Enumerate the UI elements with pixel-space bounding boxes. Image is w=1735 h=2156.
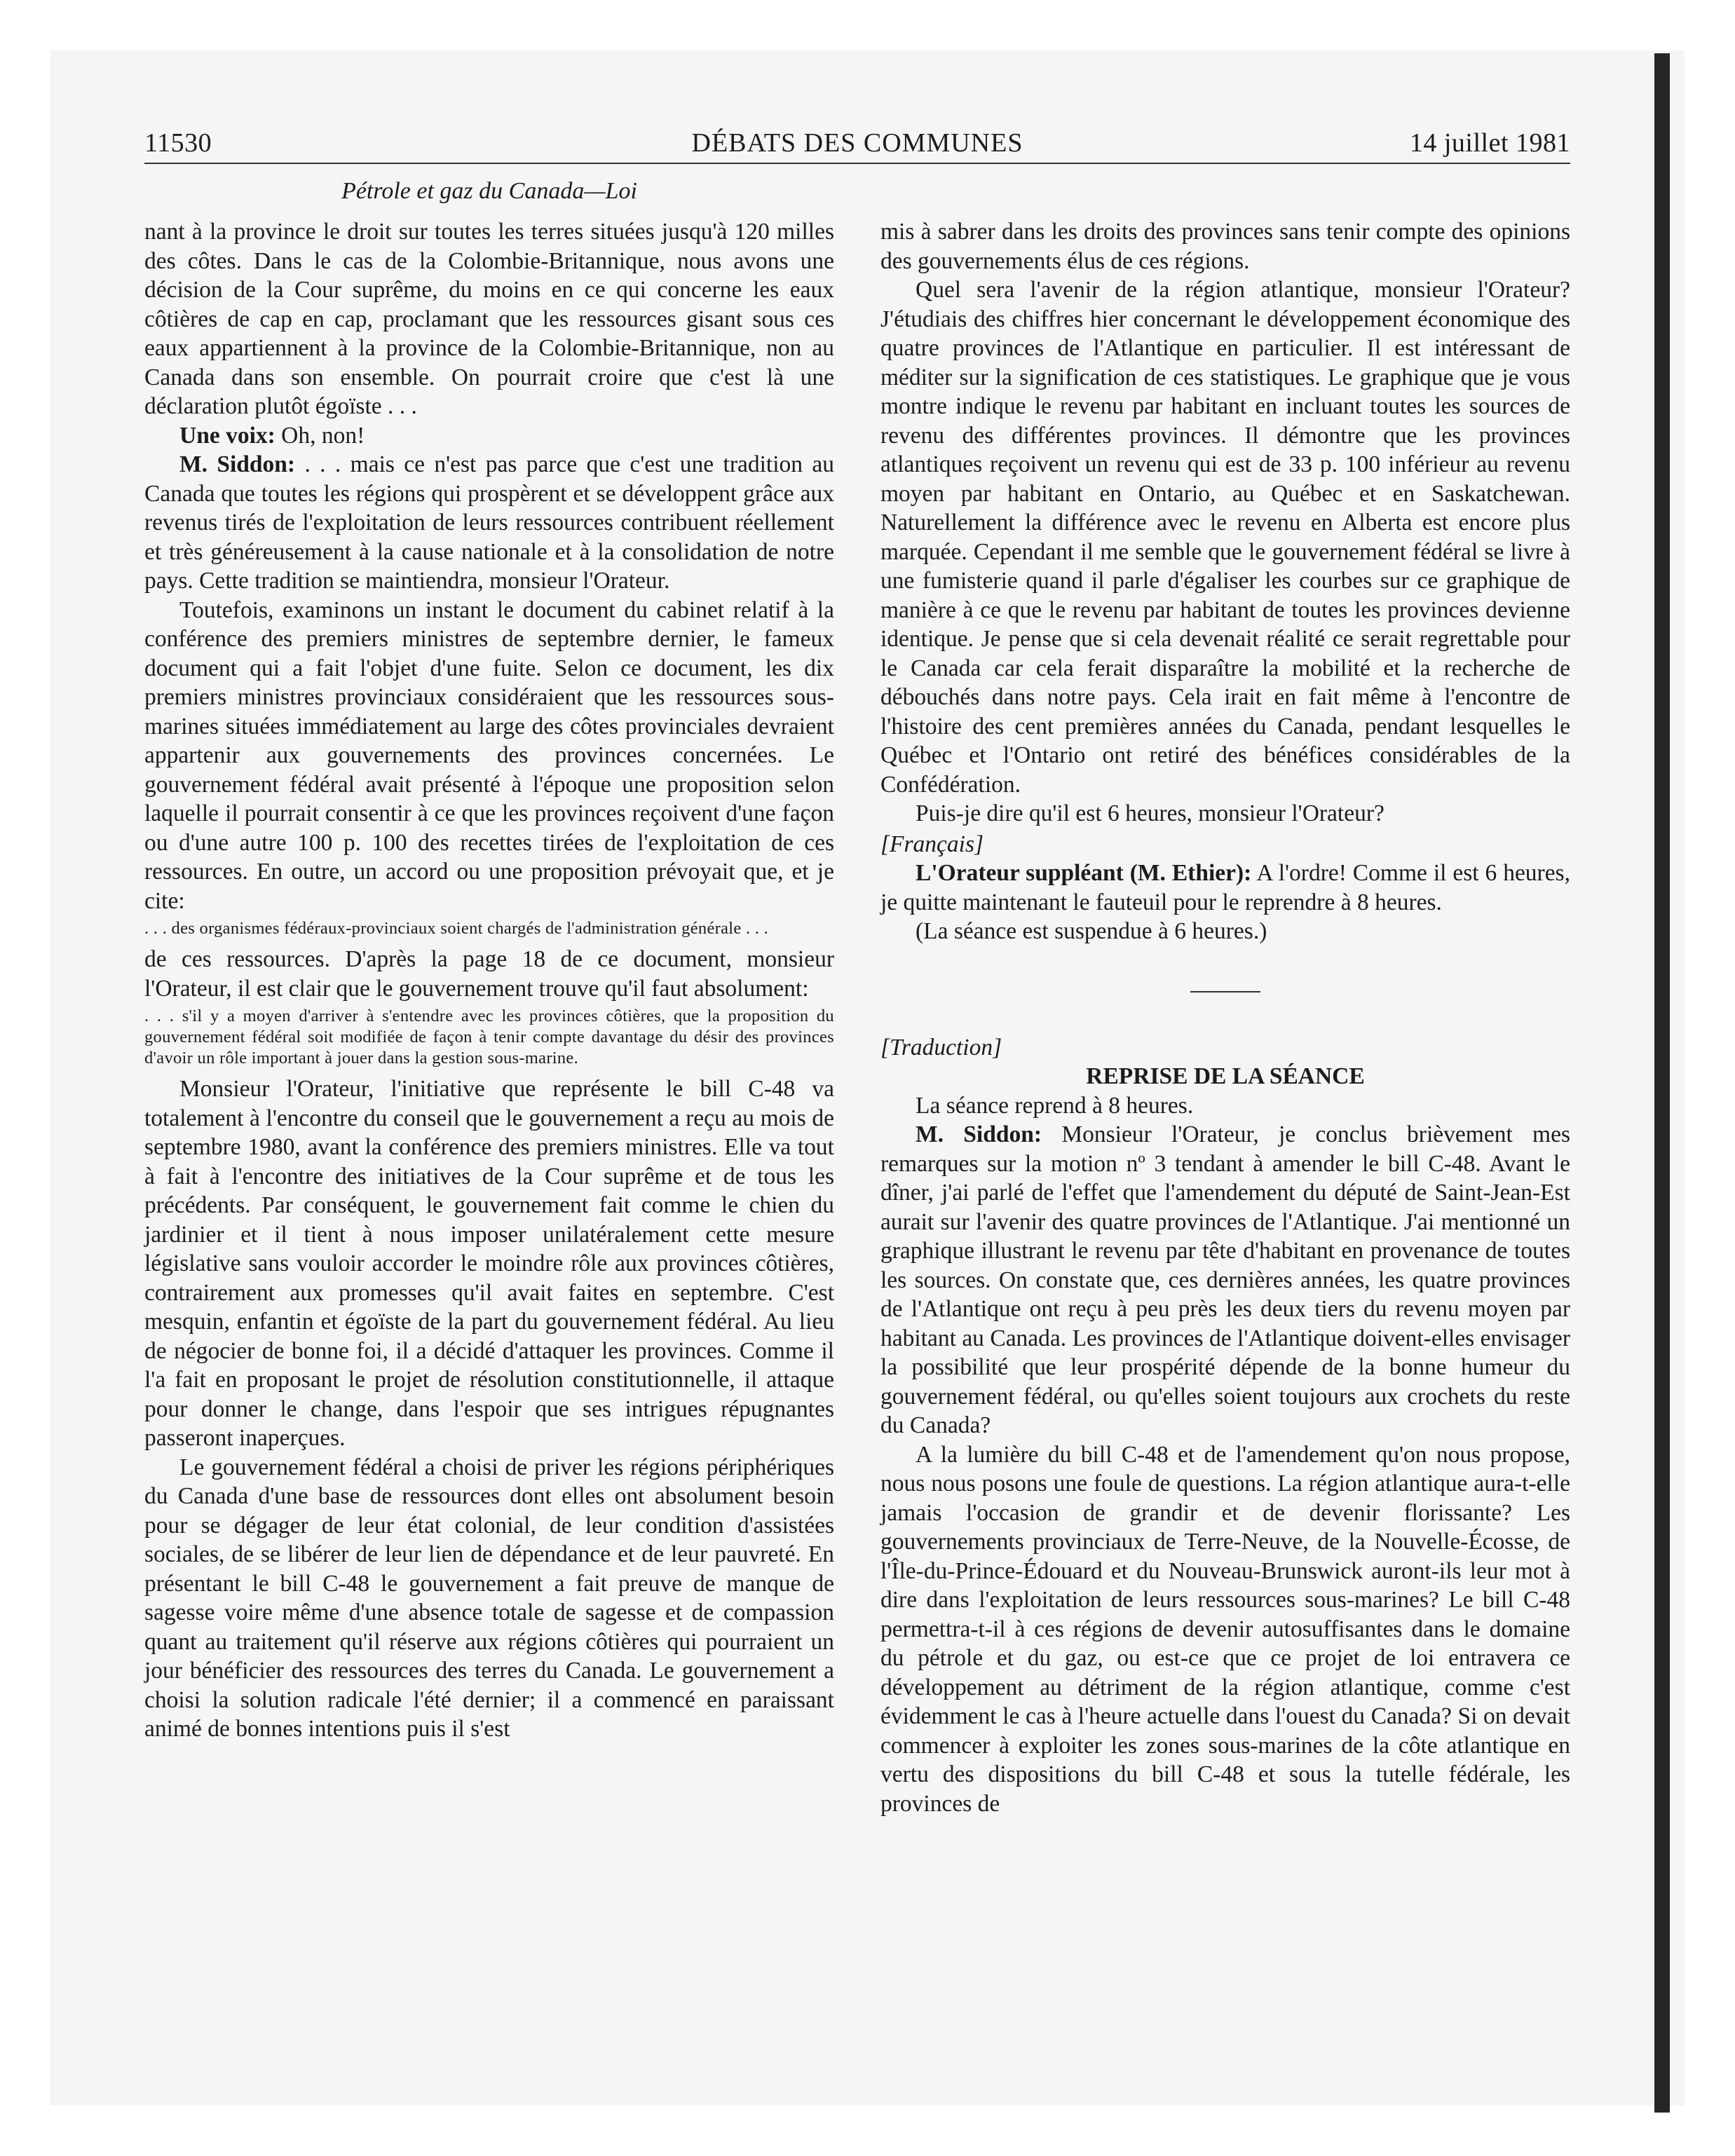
paragraph: Puis-je dire qu'il est 6 heures, monsieur l'Orateur?: [916, 800, 1384, 826]
publication-title: DÉBATS DES COMMUNES: [691, 128, 1023, 158]
page-number: 11530: [144, 128, 212, 158]
left-column: [144, 217, 834, 1744]
speech-text: A l'ordre! Comme il est 6 heures, je quitte maintenant le fauteuil pour le reprendre à 8 heures.: [880, 860, 1570, 915]
procedural-note: La séance reprend à 8 heures.: [916, 1092, 1194, 1119]
scan-edge-bar: [1654, 53, 1670, 2113]
procedural-note: (La séance est suspendue à 6 heures.): [916, 918, 1267, 944]
speech-paragraph: [144, 450, 834, 596]
paragraph: nant à la province le droit sur toutes les terres situées jusqu'à 120 milles des côtes. Dans le cas de la Colombie-Britannique, nous avons une décision de la Cour suprême, du moins en ce qui concerne les eaux côtières de cap en cap, proclamant que les ressources gisant sous ces eaux appartiennent à la province de la Colombie-Britannique, non au Canada dans son ensemble. On pourrait croire que c'est là une déclaration plutôt égoïste . . .: [144, 219, 834, 419]
speech-text: Monsieur l'Orateur, je conclus brièvement mes remarques sur la motion nº 3 tendant à amender le bill C-48. Avant le dîner, j'ai parlé de l'effet que l'amendement du député de Saint-Jean-Est aurait sur l'avenir des quatre provinces de l'Atlantique. J'ai mentionné un graphique illustrant le revenu par tête d'habitant en provenance de toutes les sources. On constate que, ces dernières années, les quatre provinces de l'Atlantique ont reçu à peu près les deux tiers du revenu moyen par habitant au Canada. Les provinces de l'Atlantique doivent-elles envisager la possibilité que leur prospérité dépende de la bonne humeur du gouvernement fédéral, ou qu'elles soient toujours aux crochets du reste du Canada?: [880, 1121, 1570, 1438]
speech-text: . . . mais ce n'est pas parce que c'est une tradition au Canada que toutes les régions qui prospèrent et se développent grâce aux revenus tirés de l'exploitation de leurs ressources contribuent réellement et très généreusement à la cause nationale et à la consolidation de notre pays. Cette tradition se maintiendra, monsieur l'Orateur.: [144, 451, 835, 594]
section-divider: [1190, 991, 1260, 992]
paragraph: mis à sabrer dans les droits des provinces sans tenir compte des opinions des gouvernements élus de ces régions.: [880, 219, 1570, 274]
paragraph: Quel sera l'avenir de la région atlantique, monsieur l'Orateur? J'étudiais des chiffres hier concernant le développement économique des quatre provinces de l'Atlantique en particulier. Il est intéressant de méditer sur la signification de ces statistiques. Le graphique que je vous montre indique le revenu par habitant en incluant toutes les sources de revenu des différentes provinces. Il démontre que les provinces atlantiques reçoivent un revenu qui est de 33 p. 100 inférieur au revenu moyen par habitant en Ontario, au Québec et en Saskatchewan. Naturellement la différence avec le revenu en Alberta est encore plus marquée. Cependant il me semble que le gouvernement fédéral se livre à une fumisterie quand il parle d'égaliser les courbes sur ce graphique de manière à ce que le revenu par habitant de toutes les provinces devienne identique. Je pense que si cela devenait réalité ce serait regrettable pour le Canada car cela ferait disparaître la mobilité et la recherche de débouchés dans notre pays. Cela irait en fait même à l'encontre de l'histoire des cent premières années du Canada, pendant lesquelles le Québec et l'Ontario ont retiré des bénéfices considérables de la Confédération.: [880, 277, 1570, 798]
speaker-name: Une voix:: [179, 422, 275, 449]
page-date: 14 juillet 1981: [1409, 128, 1570, 158]
right-column: [880, 217, 1570, 1818]
language-tag: [Français]: [880, 831, 984, 857]
paragraph: Monsieur l'Orateur, l'initiative que représente le bill C-48 va totalement à l'encontre du conseil que le gouvernement a reçu au mois de septembre 1980, avant la conférence des premiers ministres. Elle va tout à fait à l'encontre des initiatives de la Cour suprême et de tous les précédents. Par conséquent, le gouvernement fait comme le chien du jardinier et il tient à nous imposer unilatéralement cette mesure législative sans vouloir accorder le moindre rôle aux provinces côtières, contrairement aux promesses qu'il avait faites en septembre. C'est mesquin, enfantin et égoïste de la part du gouvernement fédéral. Au lieu de négocier de bonne foi, il a décidé d'attaquer les provinces. Comme il l'a fait en proposant le projet de résolution constitutionnelle, il attaque pour donner le change, dans l'espoir que ses intrigues répugnantes passeront inaperçues.: [144, 1076, 834, 1451]
paragraph: Le gouvernement fédéral a choisi de priver les régions périphériques du Canada d'une base de ressources dont elles ont absolument besoin pour se dégager de leur état colonial, de leur condition d'assistées sociales, de se libérer de leur lien de dépendance et de leur pauvreté. En présentant le bill C-48 le gouvernement a fait preuve de manque de sagesse voire même d'une absence totale de sagesse et de compassion quant au traitement qu'il réserve aux régions côtières qui pourraient un jour bénéficier des ressources des terres du Canada. Le gouvernement a choisi la solution radicale l'été dernier; il a commencé en paraissant animé de bonnes intentions puis il s'est: [144, 1454, 834, 1742]
speech-paragraph: [880, 1120, 1570, 1440]
paragraph: de ces ressources. D'après la page 18 de ce document, monsieur l'Orateur, il est clair que le gouvernement trouve qu'il faut absolument:: [144, 946, 834, 1002]
speaker-name: M. Siddon:: [179, 451, 296, 477]
section-heading: REPRISE DE LA SÉANCE: [1086, 1063, 1365, 1089]
speaker-name: M. Siddon:: [916, 1121, 1042, 1147]
speaker-name: L'Orateur suppléant (M. Ethier):: [916, 860, 1252, 886]
paragraph: Toutefois, examinons un instant le document du cabinet relatif à la conférence des premiers ministres de septembre dernier, le fameux document qui a fait l'objet d'une fuite. Selon ce document, les dix premiers ministres provinciaux considéraient que les ressources sous-marines situées immédiatement au large des côtes provinciales devraient appartenir aux gouvernements des provinces concernées. Le gouvernement fédéral avait présenté à l'époque une proposition selon laquelle il pourrait consentir à ce que les provinces reçoivent d'une façon ou d'une autre 100 p. 100 des recettes tirées de l'exploitation de ces ressources. En outre, un accord ou une proposition prévoyait que, et je cite:: [144, 596, 834, 914]
speech-text: Oh, non!: [275, 422, 365, 449]
running-title: Pétrole et gaz du Canada—Loi: [341, 178, 637, 204]
speech-paragraph: [880, 859, 1570, 917]
quotation: . . . s'il y a moyen d'arriver à s'entendre avec les provinces côtières, que la proposition du gouvernement fédéral soit modifiée de façon à tenir compte davantage du désir des provinces d'avoir un rôle important à jouer dans la gestion sous-marine.: [144, 1007, 834, 1067]
header-rule: [144, 163, 1570, 164]
speech-interjection: [144, 421, 834, 451]
quotation: . . . des organismes fédéraux-provinciaux soient chargés de l'administration générale . . .: [144, 919, 769, 938]
language-tag: [Traduction]: [880, 1034, 1002, 1060]
paragraph: A la lumière du bill C-48 et de l'amendement qu'on nous propose, nous nous posons une foule de questions. La région atlantique aura-t-elle jamais l'occasion de grandir et de devenir florissante? Les gouvernements provinciaux de Terre-Neuve, de la Nouvelle-Écosse, de l'Île-du-Prince-Édouard et du Nouveau-Brunswick auront-ils leur mot à dire dans l'exploitation de leurs ressources sous-marines? Le bill C-48 permettra-t-il à ces régions de devenir autosuffisantes dans le domaine du pétrole et du gaz, ou est-ce que ce projet de loi entravera ce développement au détriment de la région atlantique, comme c'est évidemment le cas à l'heure actuelle dans l'ouest du Canada? Si on devait commencer à exploiter les zones sous-marines de la côte atlantique en vertu des dispositions du bill C-48 et sous la tutelle fédérale, les provinces de: [880, 1441, 1570, 1817]
